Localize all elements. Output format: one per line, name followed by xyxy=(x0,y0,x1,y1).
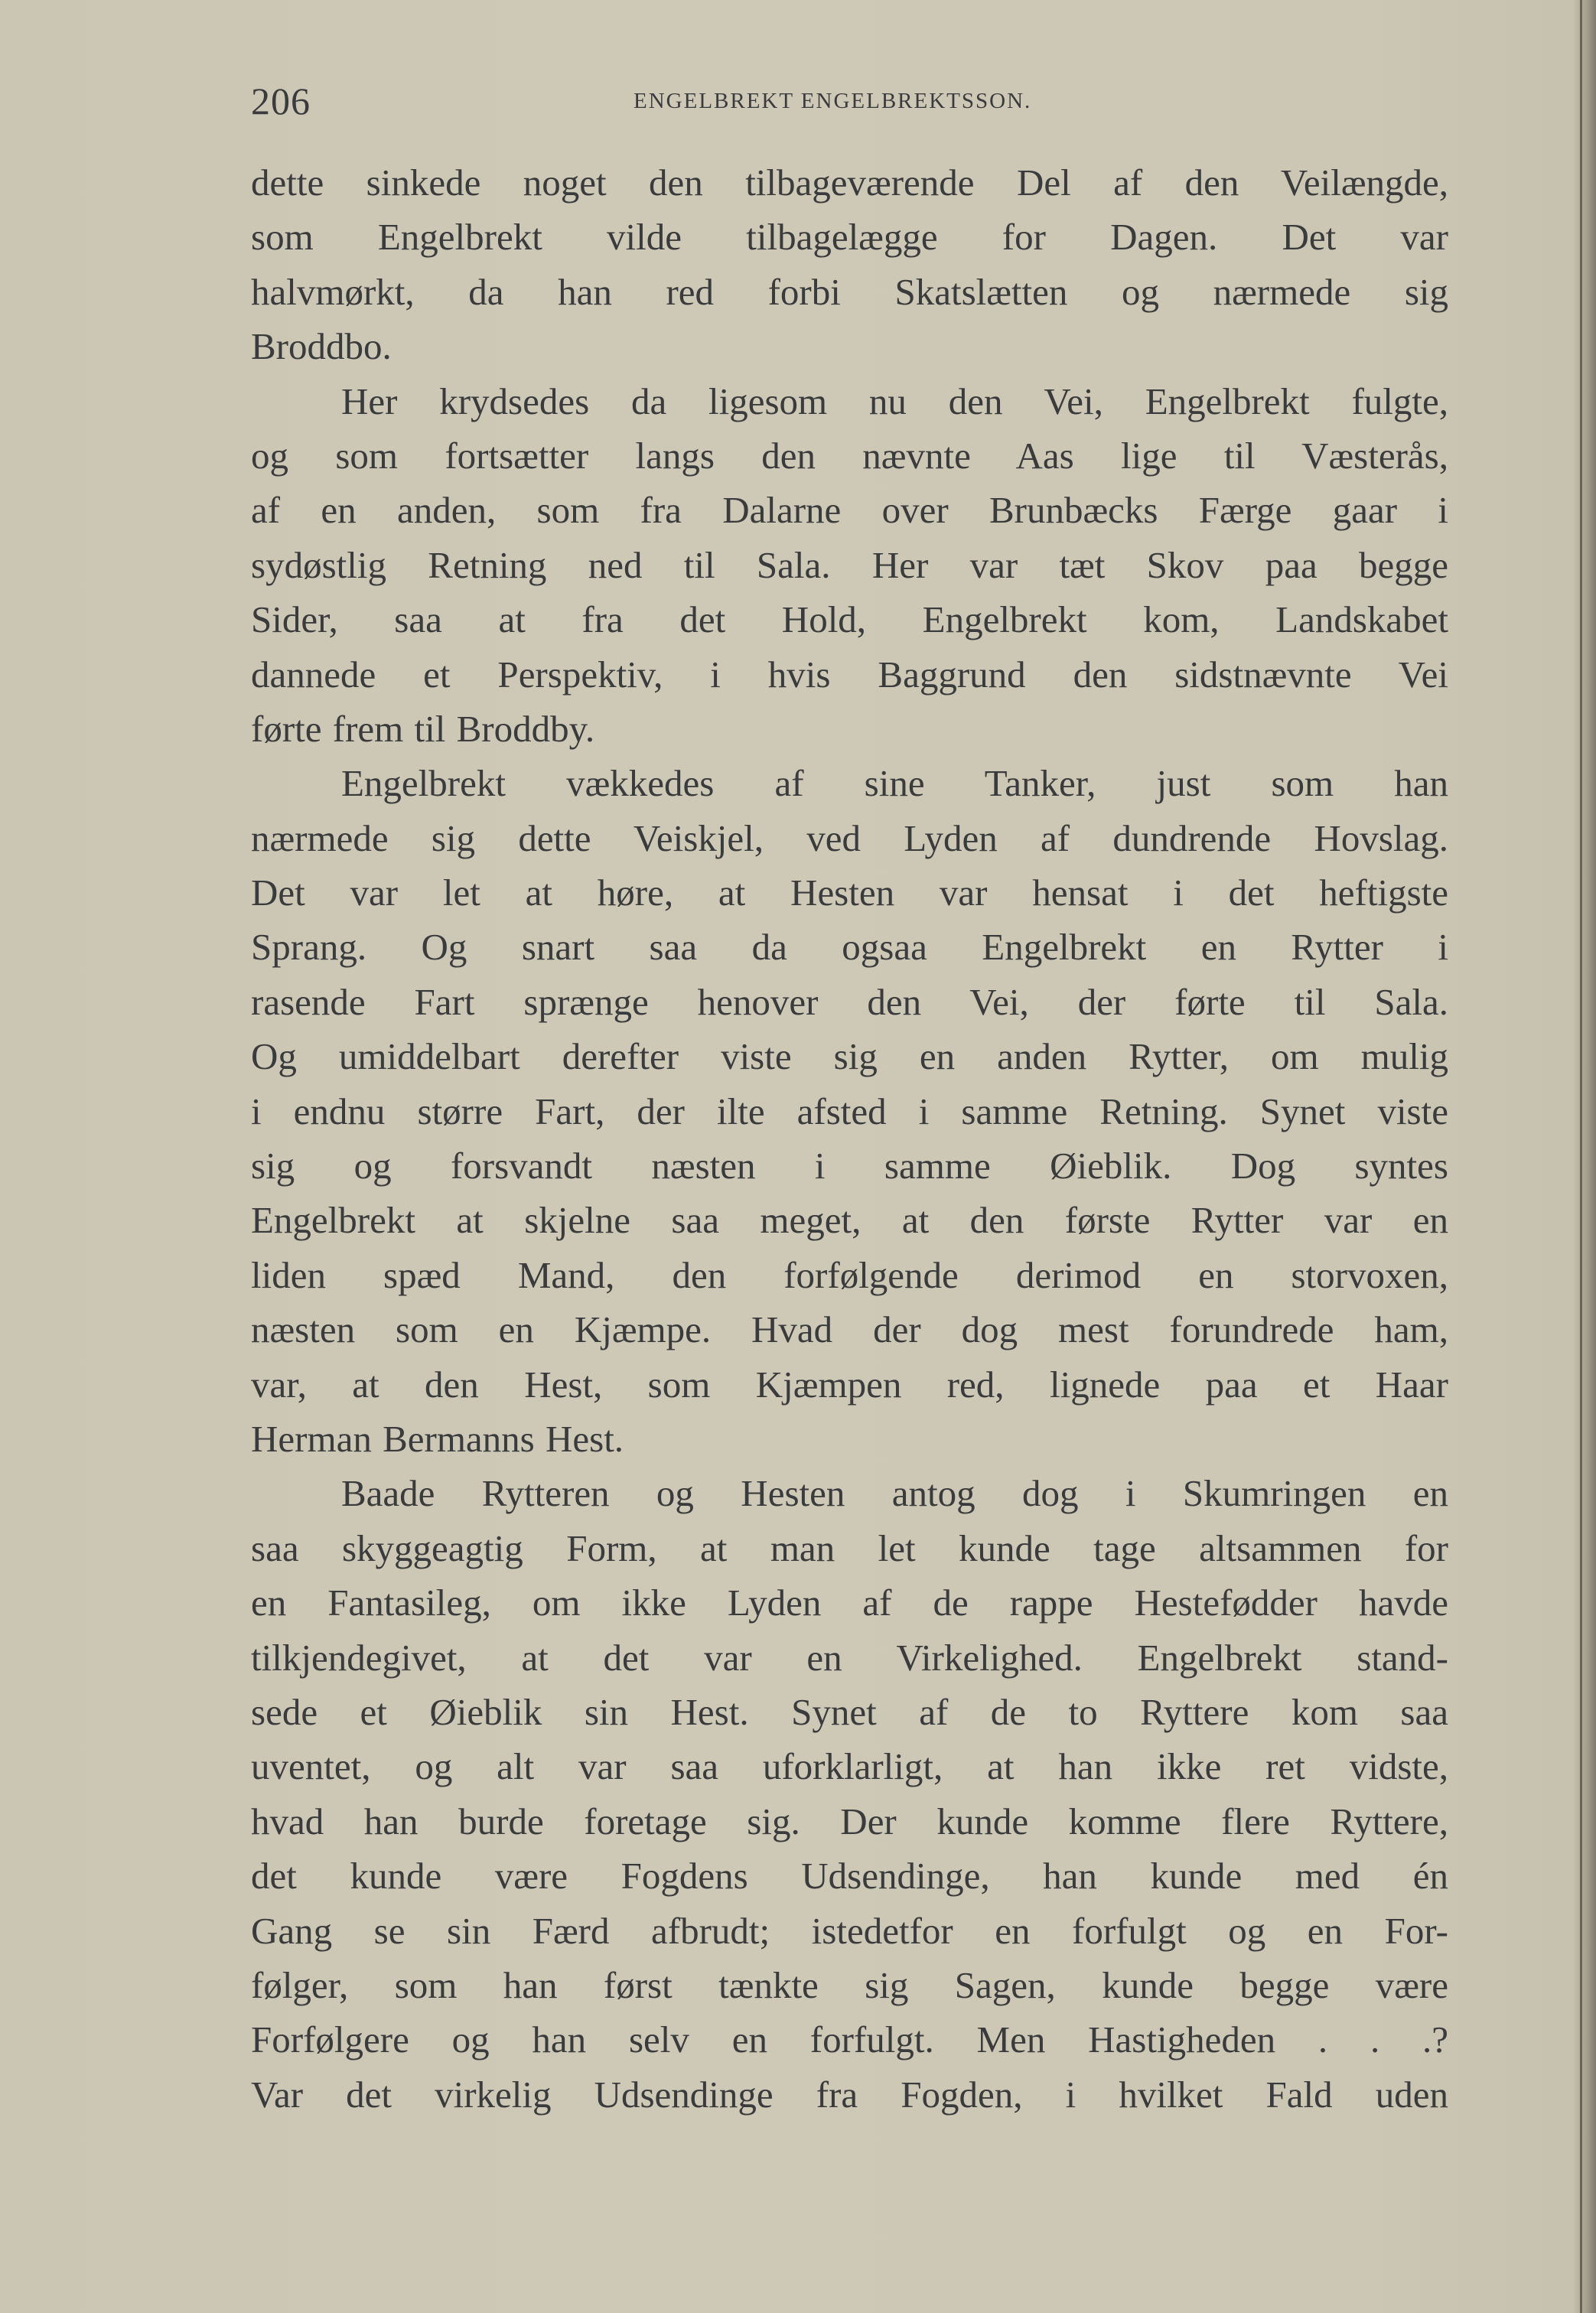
text-line: sede et Øieblik sin Hest. Synet af de to Ryttere kom saa xyxy=(251,1690,1448,1733)
page-edge-shadow xyxy=(1573,0,1596,2313)
text-line: dette sinkede noget den tilbageværende Del af den Veilængde, xyxy=(251,161,1448,204)
text-line: hvad han burde foretage sig. Der kunde komme flere Ryttere, xyxy=(251,1800,1448,1842)
text-line: Forfølgere og han selv en forfulgt. Men Hastigheden . . .? xyxy=(251,2018,1448,2061)
text-line: Var det virkelig Udsendinge fra Fogden, i hvilket Fald uden xyxy=(251,2073,1448,2116)
text-line: Engelbrekt at skjelne saa meget, at den første Rytter var en xyxy=(251,1199,1448,1242)
text-line: tilkjendegivet, at det var en Virkelighed. Engelbrekt stand- xyxy=(251,1636,1448,1679)
text-line: og som fortsætter langs den nævnte Aas lige til Væsterås, xyxy=(251,434,1448,477)
text-line: var, at den Hest, som Kjæmpen red, lignede paa et Haar xyxy=(251,1363,1448,1406)
text-line: Og umiddelbart derefter viste sig en anden Rytter, om mulig xyxy=(251,1035,1448,1078)
page-edge-line xyxy=(1580,0,1582,2313)
text-line: nærmede sig dette Veiskjel, ved Lyden af dundrende Hovslag. xyxy=(251,816,1448,859)
text-line: halvmørkt, da han red forbi Skatslætten og nærmede sig xyxy=(251,270,1448,313)
text-line: uventet, og alt var saa uforklarligt, at han ikke ret vidste, xyxy=(251,1745,1448,1788)
text-line: i endnu større Fart, der ilte afsted i samme Retning. Synet viste xyxy=(251,1090,1448,1132)
page-header xyxy=(251,78,1448,124)
text-line: det kunde være Fogdens Udsendinge, han kunde med én xyxy=(251,1855,1448,1898)
text-line: følger, som han først tænkte sig Sagen, kunde begge være xyxy=(251,1963,1448,2006)
text-line: sydøstlig Retning ned til Sala. Her var tæt Skov paa begge xyxy=(251,543,1448,586)
text-line: næsten som en Kjæmpe. Hvad der dog mest forundrede ham, xyxy=(251,1308,1448,1351)
text-line: Sprang. Og snart saa da ogsaa Engelbrekt en Rytter i xyxy=(251,926,1448,969)
text-line: Broddbo. xyxy=(251,325,392,368)
text-line: liden spæd Mand, den forfølgende derimod en storvoxen, xyxy=(251,1253,1448,1296)
text-line: Herman Bermanns Hest. xyxy=(251,1417,624,1460)
text-line: Gang se sin Færd afbrudt; istedetfor en forfulgt og en For- xyxy=(251,1909,1448,1952)
text-line: sig og forsvandt næsten i samme Øieblik. Dog syntes xyxy=(251,1145,1448,1187)
text-line: førte frem til Broddby. xyxy=(251,707,595,750)
text-line: Baade Rytteren og Hesten antog dog i Skumringen en xyxy=(341,1472,1448,1515)
text-line: saa skyggeagtig Form, at man let kunde tage altsammen for xyxy=(251,1526,1448,1569)
text-line: af en anden, som fra Dalarne over Brunbæcks Færge gaar i xyxy=(251,489,1448,532)
text-line: som Engelbrekt vilde tilbagelægge for Dagen. Det var xyxy=(251,216,1448,259)
text-line: Her krydsedes da ligesom nu den Vei, Engelbrekt fulgte, xyxy=(341,380,1448,422)
body-text xyxy=(251,155,1448,2122)
running-head: ENGELBREKT ENGELBREKTSSON. xyxy=(634,89,1032,113)
page-number: 206 xyxy=(251,80,311,122)
text-line: dannede et Perspektiv, i hvis Baggrund den sidstnævnte Vei xyxy=(251,653,1448,696)
text-line: Engelbrekt vækkedes af sine Tanker, just som han xyxy=(341,762,1448,805)
text-line: Sider, saa at fra det Hold, Engelbrekt kom, Landskabet xyxy=(251,598,1448,641)
text-line: en Fantasileg, om ikke Lyden af de rappe Hestefødder havde xyxy=(251,1582,1448,1624)
text-line: rasende Fart sprænge henover den Vei, der førte til Sala. xyxy=(251,980,1448,1023)
text-line: Det var let at høre, at Hesten var hensat i det heftigste xyxy=(251,871,1448,914)
